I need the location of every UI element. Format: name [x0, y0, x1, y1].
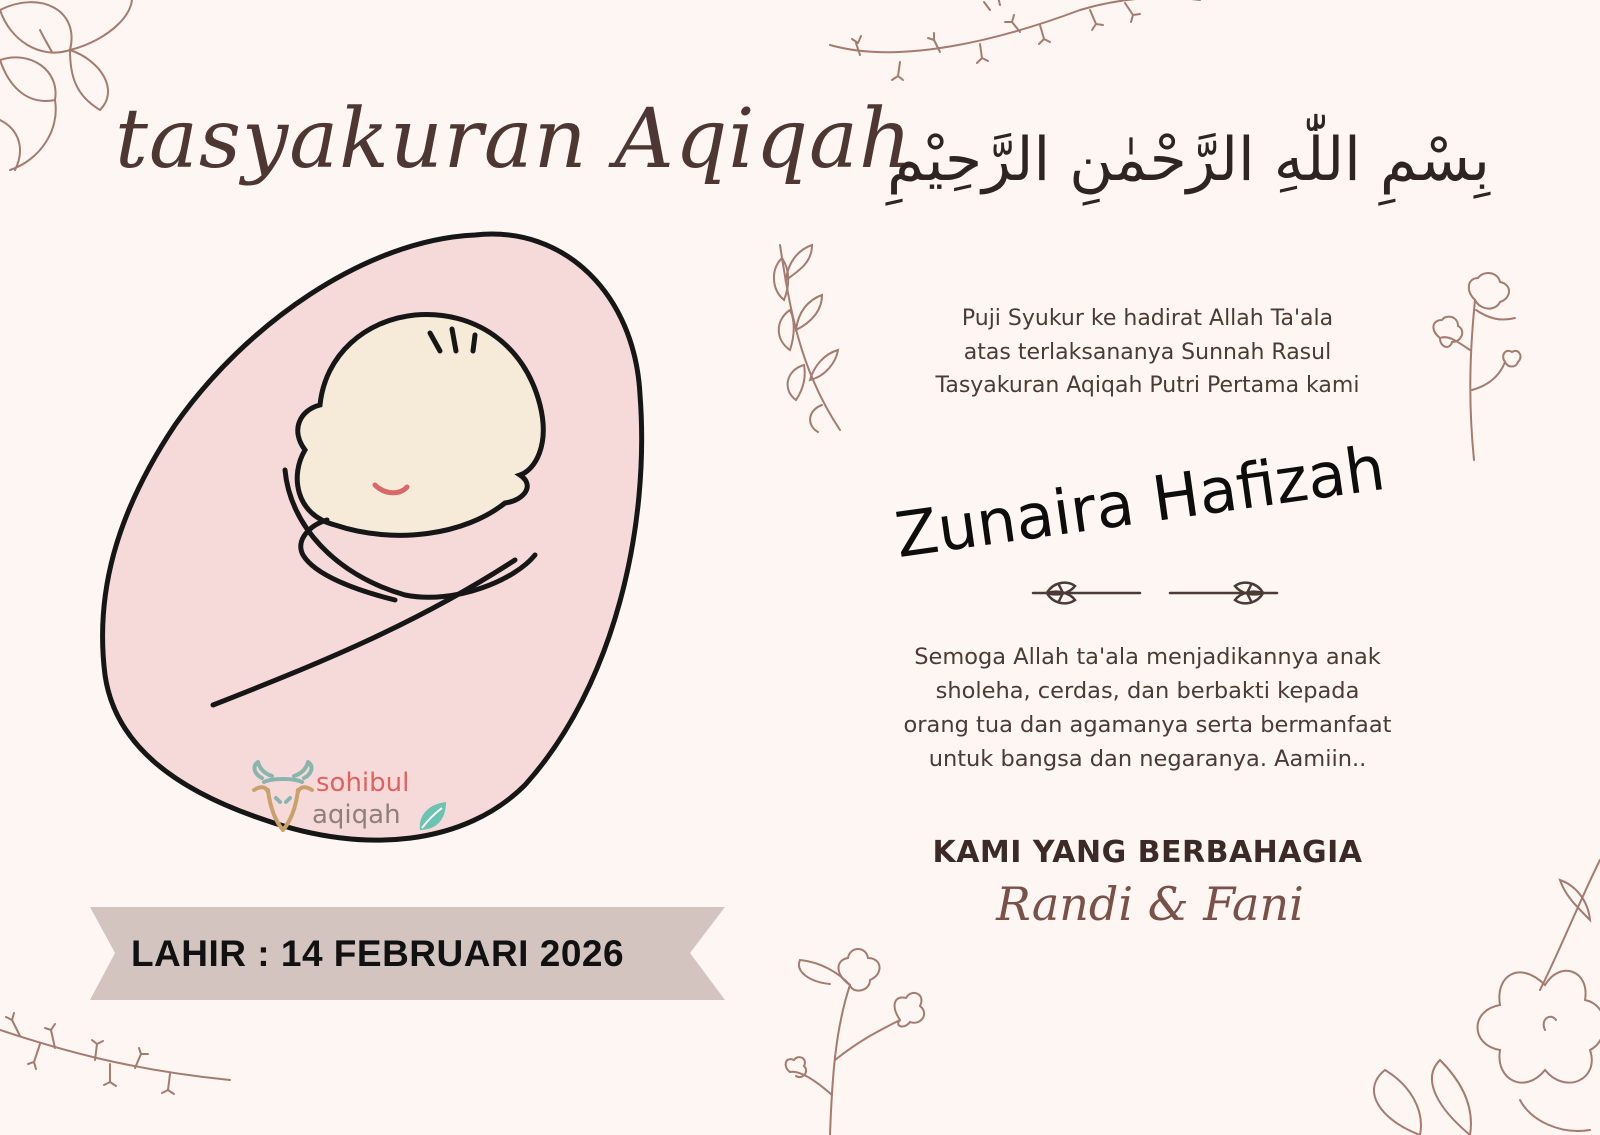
card-title: tasyakuran Aqiqah: [115, 92, 913, 187]
divider-leaf-icon: [1025, 572, 1285, 614]
intro-line: atas terlaksananya Sunnah Rasul: [963, 339, 1332, 365]
birth-date: LAHIR : 14 FEBRUARI 2026: [130, 933, 625, 974]
brand-name-bottom: aqiqah: [312, 800, 401, 830]
flower-sprig-bottom-icon: [786, 949, 925, 1135]
floral-corner-bottom-right-icon: [1374, 860, 1600, 1135]
prayer-line: Semoga Allah ta'ala menjadikannya anak: [914, 644, 1381, 670]
intro-line: Puji Syukur ke hadirat Allah Ta'ala: [961, 306, 1334, 331]
floral-branch-top-icon: [830, 0, 1200, 80]
floral-corner-bottom-left-icon: [0, 1013, 230, 1094]
leaf-logo-icon: [416, 800, 448, 834]
bismillah-calligraphy: بِسْمِ اللّٰهِ الرَّحْمٰنِ الرَّحِيْمِ: [886, 125, 1490, 195]
prayer-line: orang tua dan agamanya serta bermanfaat: [903, 712, 1392, 738]
flower-sprig-right-icon: [1433, 273, 1520, 460]
prayer-line: untuk bangsa dan negaranya. Aamiin..: [928, 746, 1367, 772]
baby-name: Zunaira Hafizah: [890, 431, 1390, 572]
floral-corner-top-left-icon: [0, 0, 132, 170]
brand-name-top: sohibul: [316, 768, 410, 798]
intro-line: Tasyakuran Aqiqah Putri Pertama kami: [935, 373, 1360, 398]
prayer-line: sholeha, cerdas, dan berbakti kepada: [935, 678, 1360, 704]
intro-text: [860, 302, 1435, 403]
sender-label: KAMI YANG BERBAHAGIA: [932, 835, 1363, 870]
prayer-text: [850, 640, 1445, 776]
leaf-sprig-left-icon: [774, 245, 840, 432]
sender-names: Randi & Fani: [996, 877, 1304, 931]
brand-logo: [250, 760, 460, 850]
goat-logo-icon: [250, 760, 316, 832]
